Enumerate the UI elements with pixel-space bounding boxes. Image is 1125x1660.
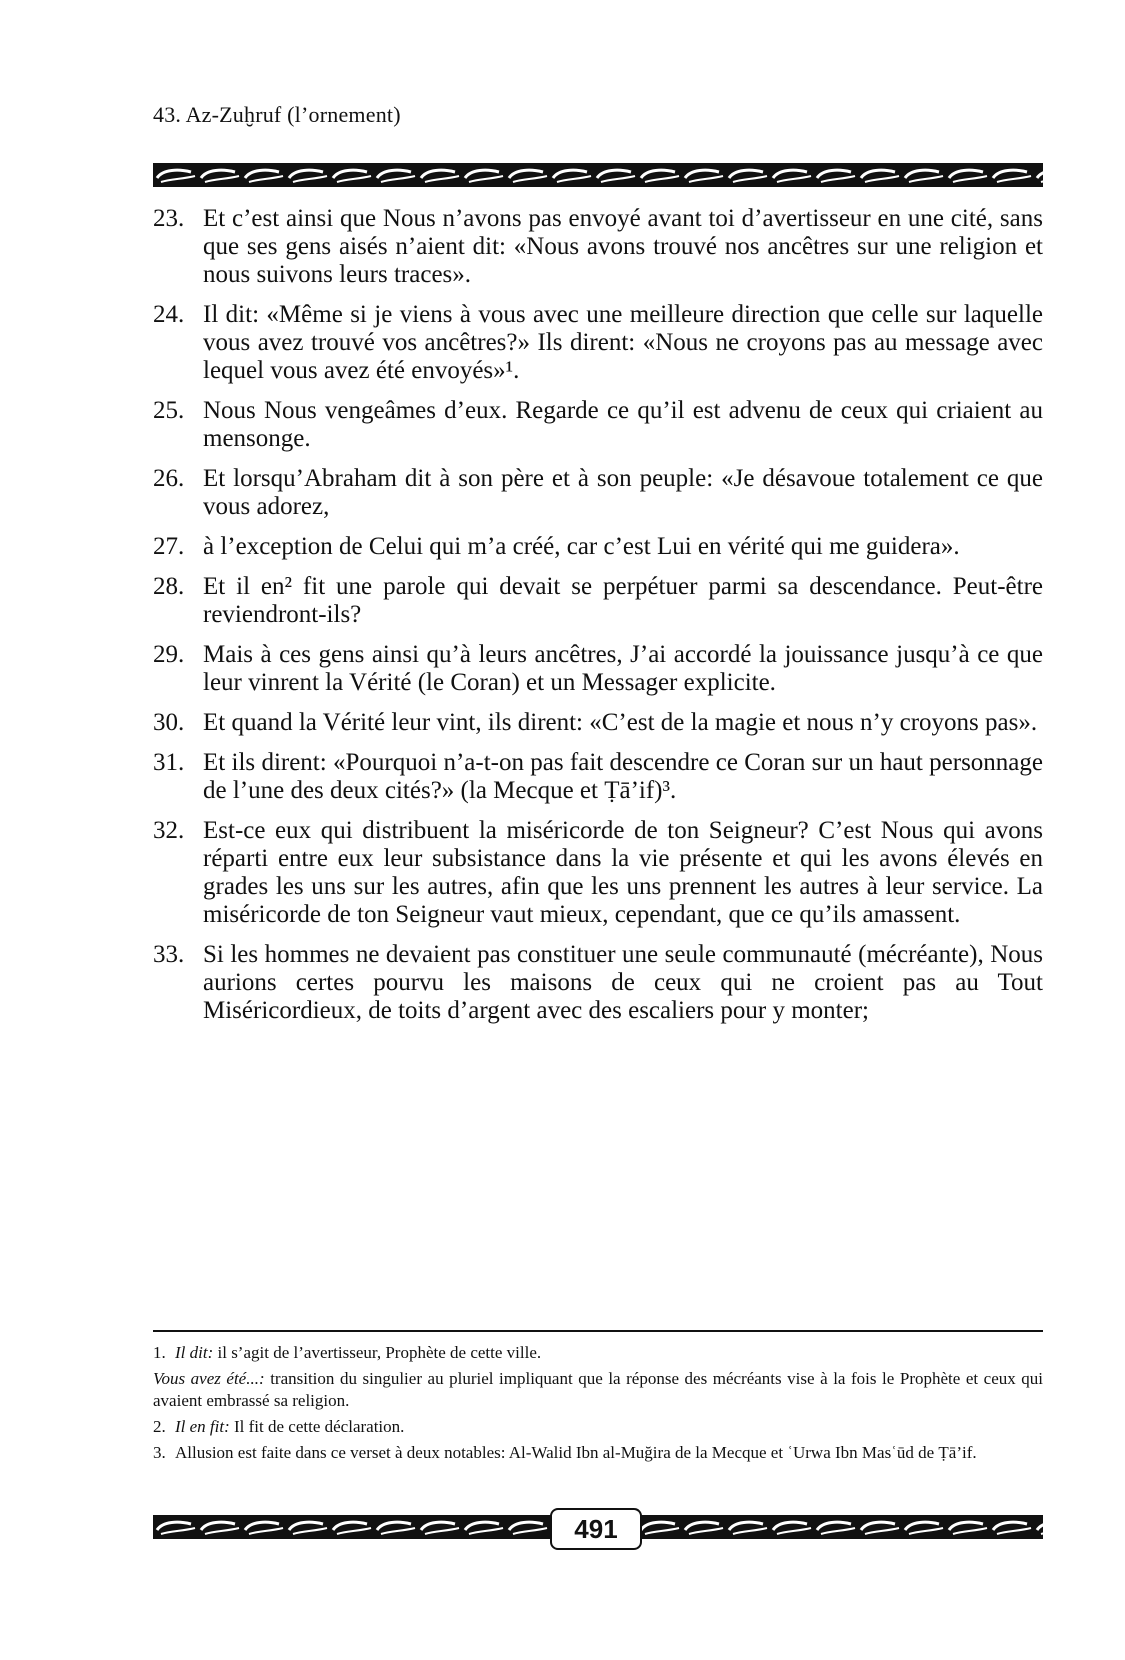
verse-item bbox=[153, 817, 1043, 929]
verse-number: 25. bbox=[153, 397, 185, 424]
footnote-reference: Vous avez été...: bbox=[153, 1369, 265, 1388]
verse-text: à l’exception de Celui qui m’a créé, car c’est Lui en vérité qui me guidera». bbox=[203, 533, 960, 560]
footnote-text: il s’agit de l’avertisseur, Prophète de cette ville. bbox=[217, 1343, 542, 1362]
footnote-reference: Il dit: bbox=[175, 1343, 214, 1362]
footnote-divider bbox=[153, 1330, 1043, 1332]
verse-item bbox=[153, 749, 1043, 805]
footnotes bbox=[153, 1342, 1043, 1468]
verse-text: Nous Nous vengeâmes d’eux. Regarde ce qu’il est advenu de ceux qui criaient au mensonge. bbox=[203, 397, 1043, 452]
verse-item bbox=[153, 205, 1043, 289]
footnote-text: Allusion est faite dans ce verset à deux notables: Al-Walid Ibn al-Muğira de la Mecque et ʿUrwa Ibn Masʿūd de Ṭā’if. bbox=[175, 1443, 977, 1462]
verse-item bbox=[153, 465, 1043, 521]
verse-text: Si les hommes ne devaient pas constituer une seule communauté (mécréante), Nous aurions certes pourvu les maisons de ceux qui ne croient pas au Tout Miséricordieux, de toits d’argent avec des escaliers pour y monter; bbox=[203, 941, 1043, 1024]
verse-text: Et quand la Vérité leur vint, ils dirent: «C’est de la magie et nous n’y croyons pas». bbox=[203, 709, 1038, 736]
page-header: 43. Az-Zuḫruf (l’ornement) bbox=[153, 102, 401, 127]
footnote-reference: Il en fit: bbox=[175, 1417, 230, 1436]
verse-text: Et ils dirent: «Pourquoi n’a-t-on pas fait descendre ce Coran sur un haut personnage de l’une des deux cités?» (la Mecque et Ṭā’if)³. bbox=[203, 749, 1043, 804]
footnote-2 bbox=[153, 1416, 1043, 1438]
footnote-number: 1. bbox=[153, 1343, 166, 1362]
verse-text: Et il en² fit une parole qui devait se perpétuer parmi sa descendance. Peut-être reviendront-ils? bbox=[203, 573, 1043, 628]
verse-text: Il dit: «Même si je viens à vous avec une meilleure direction que celle sur laquelle vous avez trouvé vos ancêtres?» Ils dirent: «Nous ne croyons pas au message avec lequel vous avez été envoyés»¹. bbox=[203, 301, 1043, 384]
verse-number: 29. bbox=[153, 641, 185, 668]
verse-number: 26. bbox=[153, 465, 185, 492]
verse-number: 32. bbox=[153, 817, 185, 844]
verse-item bbox=[153, 301, 1043, 385]
verse-number: 24. bbox=[153, 301, 185, 328]
verse-number: 30. bbox=[153, 709, 185, 736]
page-number: 491 bbox=[550, 1508, 642, 1550]
top-ornament-band bbox=[153, 163, 1043, 187]
verse-number: 28. bbox=[153, 573, 185, 600]
verse-number: 33. bbox=[153, 941, 185, 968]
verse-item bbox=[153, 709, 1043, 737]
verse-text: Et lorsqu’Abraham dit à son père et à son peuple: «Je désavoue totalement ce que vous adorez, bbox=[203, 465, 1043, 520]
footnote-number: 2. bbox=[153, 1417, 166, 1436]
verse-number: 31. bbox=[153, 749, 185, 776]
verse-item bbox=[153, 573, 1043, 629]
footnote-text: Il fit de cette déclaration. bbox=[234, 1417, 405, 1436]
footnote-text: transition du singulier au pluriel impliquant que la réponse des mécréants vise à la fois le Prophète et ceux qui avaient embrassé sa religion. bbox=[153, 1369, 1043, 1410]
verse-item bbox=[153, 397, 1043, 453]
footnote-3 bbox=[153, 1442, 1043, 1464]
footnote-1-continuation bbox=[153, 1368, 1043, 1412]
verse-item bbox=[153, 641, 1043, 697]
verse-number: 27. bbox=[153, 533, 185, 560]
verse-text: Et c’est ainsi que Nous n’avons pas envoyé avant toi d’avertisseur en une cité, sans que ses gens aisés n’aient dit: «Nous avons trouvé nos ancêtres sur une religion et nous suivons leurs traces». bbox=[203, 205, 1043, 288]
verse-text: Est-ce eux qui distribuent la miséricorde de ton Seigneur? C’est Nous qui avons réparti entre eux leur subsistance dans la vie présente et qui les avons élevés en grades les uns sur les autres, afin que les uns prennent les autres à leur service. La miséricorde de ton Seigneur vaut mieux, cependant, que ce qu’ils amassent. bbox=[203, 817, 1043, 928]
verse-item bbox=[153, 941, 1043, 1025]
verse-number: 23. bbox=[153, 205, 185, 232]
verse-text: Mais à ces gens ainsi qu’à leurs ancêtres, J’ai accordé la jouissance jusqu’à ce que leur vinrent la Vérité (le Coran) et un Messager explicite. bbox=[203, 641, 1043, 696]
verse-list bbox=[153, 205, 1043, 1037]
verse-item bbox=[153, 533, 1043, 561]
footnote-number: 3. bbox=[153, 1443, 166, 1462]
footnote-1 bbox=[153, 1342, 1043, 1364]
